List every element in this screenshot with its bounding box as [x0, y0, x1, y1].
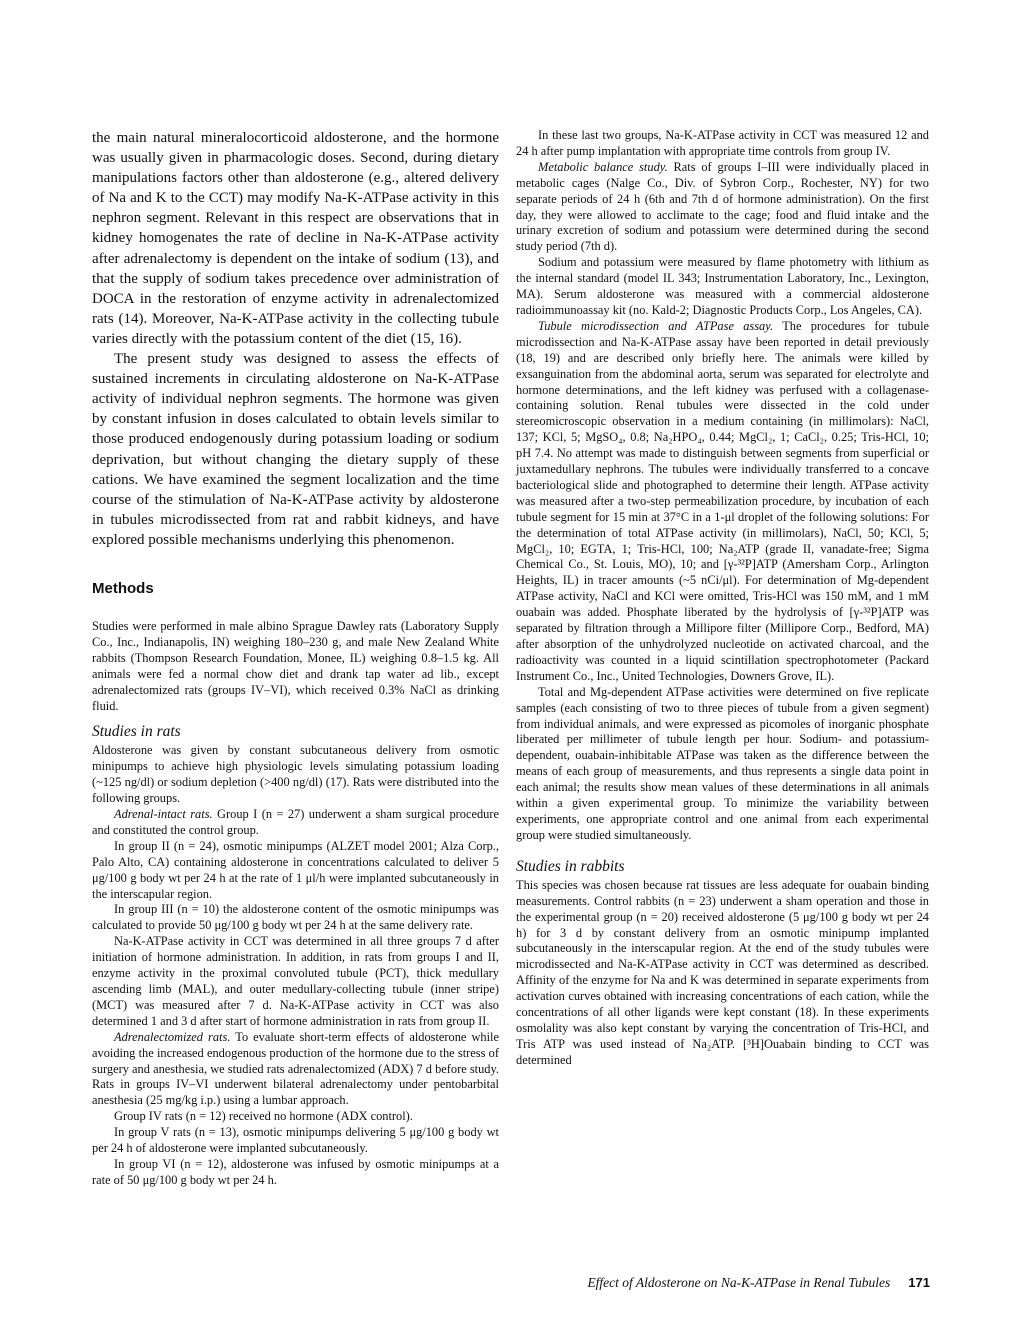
rabbits-paragraph: This species was chosen because rat tissues are less adequate for ouabain binding measurements. Control rabbits (n = 23) underwent a sham operation and those in the experimental group (n = 20) received aldosterone (5 μg/100 g body wt per 24 h) for 3 d by constant delivery from an osmotic minipump implanted subcutaneously in the interscapular region. At the end of the study tubules were microdissected and Na-K-ATPase activity in CCT was determined as described. Affinity of the enzyme for Na and K was determined in separate experiments from activation curves obtained with increasing concentrations of each cation, while the concentrations of all other ligands were kept constant (18). In these experiments osmolality was also kept constant by varying the concentration of Tris-HCl, and Tris ATP was used instead of Na₂ATP. [³H]Ouabain binding to CCT was determined	[516, 877, 929, 1067]
metabolic-balance-text: Rats of groups I–III were individually placed in metabolic cages (Nalge Co., Div. of Sybron Corp., Rochester, NY) for two separate periods of 24 h (6th and 7th d of hormone administration). On the first day, they were allowed to acclimate to the cage; food and fluid intake and the urinary excretion of sodium and potassium were determined during the second study period (7th d).	[516, 159, 929, 254]
sodium-potassium-paragraph: Sodium and potassium were measured by flame photometry with lithium as the internal standard (model IL 343; Instrumentation Laboratory, Inc., Lexington, MA). Serum aldosterone was measured with a commercial aldosterone radioimmunoassay kit (no. Kald-2; Diagnostic Products Corp., Los Angeles, CA).	[516, 255, 929, 317]
methods-text	[92, 619, 499, 1189]
adx-text: To evaluate short-term effects of aldosterone while avoiding the increased endogenous production of the hormone due to the stress of surgery and anesthesia, we studied rats adrenalectomized (ADX) 7 d before study. Rats in groups IV–VI underwent bilateral adrenalectomy under pentobarbital anesthesia (25 mg/kg i.p.) using a lumbar approach.	[92, 1029, 499, 1108]
cct-paragraph: Na-K-ATPase activity in CCT was determined in all three groups 7 d after initiation of hormone administration. In addition, in rats from groups I and II, enzyme activity in the proximal convoluted tubule (PCT), thick medullary ascending limb (MAL), and outer medullary-collecting tubule (inner stripe) (MCT) was measured after 7 d. Na-K-ATPase activity in CCT was also determined 1 and 3 d after start of hormone administration in rats from group II.	[92, 934, 499, 1028]
metabolic-balance-paragraph	[516, 160, 929, 255]
group-5-paragraph: In group V rats (n = 13), osmotic minipumps delivering 5 μg/100 g body wt per 24 h of aldosterone were implanted subcutaneously.	[92, 1125, 499, 1156]
group-6-paragraph: In group VI (n = 12), aldosterone was infused by osmotic minipumps at a rate of 50 μg/100 g body wt per 24 h.	[92, 1156, 499, 1187]
last-two-groups-paragraph: In these last two groups, Na-K-ATPase activity in CCT was measured 12 and 24 h after pump implantation with appropriate time controls from group IV.	[516, 128, 929, 158]
studies-in-rats-heading: Studies in rats	[92, 723, 181, 741]
tubule-microdissection-heading: Tubule microdissection and ATPase assay.	[538, 318, 774, 333]
studies-in-rabbits-heading: Studies in rabbits	[516, 857, 625, 875]
page-footer	[540, 1275, 930, 1291]
adrenal-intact-text: Group I (n = 27) underwent a sham surgical procedure and constituted the control group.	[92, 807, 500, 837]
right-column	[516, 128, 929, 1069]
adrenal-intact-paragraph	[92, 807, 499, 839]
tubule-microdissection-paragraph	[516, 319, 929, 685]
running-title: Effect of Aldosterone on Na-K-ATPase in Renal Tubules	[587, 1275, 891, 1290]
total-atpase-paragraph: Total and Mg-dependent ATPase activities were determined on five replicate samples (each consisting of two to three pieces of tubule from a given segment) from individual animals, and were expressed as picomoles of inorganic phosphate liberated per millimeter of tubule length per hour. Sodium- and potassium-dependent, ouabain-inhibitable ATPase was taken as the difference between the means of each group of measurements, and thus represents a single data point in each animal; the results show mean values of these determinations in all animals within a given experimental group. To minimize the variability between experiments, one appropriate control and one animal from each experimental group were studied simultaneously.	[516, 684, 929, 842]
group-4-paragraph: Group IV rats (n = 12) received no hormone (ADX control).	[114, 1109, 413, 1124]
group-2-paragraph: In group II (n = 24), osmotic minipumps (ALZET model 2001; Alza Corp., Palo Alto, CA) containing aldosterone in concentrations calculated to deliver 5 μg/100 g body wt per 24 h at the rate of 1 μl/h were implanted subcutaneously in the interscapular region.	[92, 838, 499, 901]
page-number: 171	[908, 1275, 930, 1290]
metabolic-balance-heading: Metabolic balance study.	[538, 159, 668, 174]
tubule-microdissection-text: The procedures for tubule microdissection and Na-K-ATPase assay have been reported in detail previously (18, 19) and are described only briefly here. The animals were killed by exsanguination from the abdominal aorta, serum was separated for electrolyte and hormone determinations, and the left kidney was perfused with a collagenase-containing solution. Renal tubules were dissected in the cold under stereomicroscopic observation in a medium containing (in millimolars): NaCl, 137; KCl, 5; MgSO₄, 0.8; Na₂HPO₄, 0.44; MgCl₂, 1; CaCl₂, 0.25; Tris-HCl, 10; pH 7.4. No attempt was made to distinguish between segments from superficial or juxtamedullary nephrons. The tubules were individually transferred to a concave bacteriological slide and photographed to determine their length. ATPase activity was measured after a two-step permeabilization procedure, by incubation of each tubule segment for 15 min at 37°C in a 1-μl droplet of the following solutions: For the determination of total ATPase activity (in millimolars), NaCl, 50; KCl, 5; MgCl₂, 10; EGTA, 1; Tris-HCl, 100; Na₂ATP (grade II, vanadate-free; Sigma Chemical Co., St. Louis, MO), 10; and [γ-³²P]ATP (Amersham Corp., Arlington Heights, IL) in tracer amounts (~5 nCi/μl). For determination of Mg-dependent ATPase activity, NaCl and KCl were omitted, Tris-HCl was 150 mM, and 1 mM ouabain was added. Phosphate liberated by the hydrolysis of [γ-³²P]ATP was separated by filtration through a Millipore filter (Millipore Corp., Bedford, MA) after absorption of the unhydrolyzed nucleotide on activated charcoal, and the radioactivity was counted in a liquid scintillation spectrophotometer (Packard Instrument Co., Inc., United Technologies, Downers Grove, IL).	[516, 318, 930, 683]
intro-paragraph-1: the main natural mineralocorticoid aldosterone, and the hormone was usually given in pharmacologic doses. Second, during dietary manipulations factors other than aldosterone (e.g., altered delivery of Na and K to the CCT) may modify Na-K-ATPase activity in this nephron segment. Relevant in this respect are observations that in kidney homogenates the rate of decline in Na-K-ATPase activity after adrenalectomy is dependent on the intake of sodium (13), and that the supply of sodium takes precedence over administration of DOCA in the restoration of enzyme activity in adrenalectomized rats (14). Moreover, Na-K-ATPase activity in the collecting tubule varies directly with the potassium content of the diet (15, 16).	[92, 130, 499, 347]
adrenal-intact-heading: Adrenal-intact rats.	[114, 807, 213, 822]
rats-paragraph: Aldosterone was given by constant subcutaneous delivery from osmotic minipumps to achieve high physiologic levels simulating potassium loading (~125 ng/dl) or sodium depletion (>400 ng/dl) (17). Rats were distributed into the following groups.	[92, 743, 499, 806]
group-3-paragraph: In group III (n = 10) the aldosterone content of the osmotic minipumps was calculated to provide 50 μg/100 g body wt per 24 h at the same delivery rate.	[92, 902, 499, 933]
adx-paragraph	[92, 1030, 499, 1110]
introduction-text	[92, 128, 499, 550]
adx-heading: Adrenalectomized rats.	[114, 1029, 231, 1044]
intro-paragraph-2: The present study was designed to assess the effects of sustained increments in circulating aldosterone on Na-K-ATPase activity of individual nephron segments. The hormone was given by constant infusion in doses calculated to obtain levels similar to those produced endogenously during potassium loading or sodium deprivation, but without changing the dietary supply of these cations. We have examined the segment localization and the time course of the stimulation of Na-K-ATPase activity by aldosterone in tubules microdissected from rat and rabbit kidneys, and have explored possible mechanisms underlying this phenomenon.	[92, 351, 499, 548]
left-column	[92, 128, 499, 1189]
methods-heading: Methods	[92, 579, 154, 597]
methods-paragraph-1: Studies were performed in male albino Sprague Dawley rats (Laboratory Supply Co., Inc., Indianapolis, IN) weighing 180–230 g, and male New Zealand White rabbits (Thompson Research Foundation, Monee, IL) weighing 0.8–1.5 kg. All animals were fed a normal chow diet and drank tap water ad lib., except adrenalectomized rats (groups IV–VI), which received 0.3% NaCl as drinking fluid.	[92, 618, 499, 713]
